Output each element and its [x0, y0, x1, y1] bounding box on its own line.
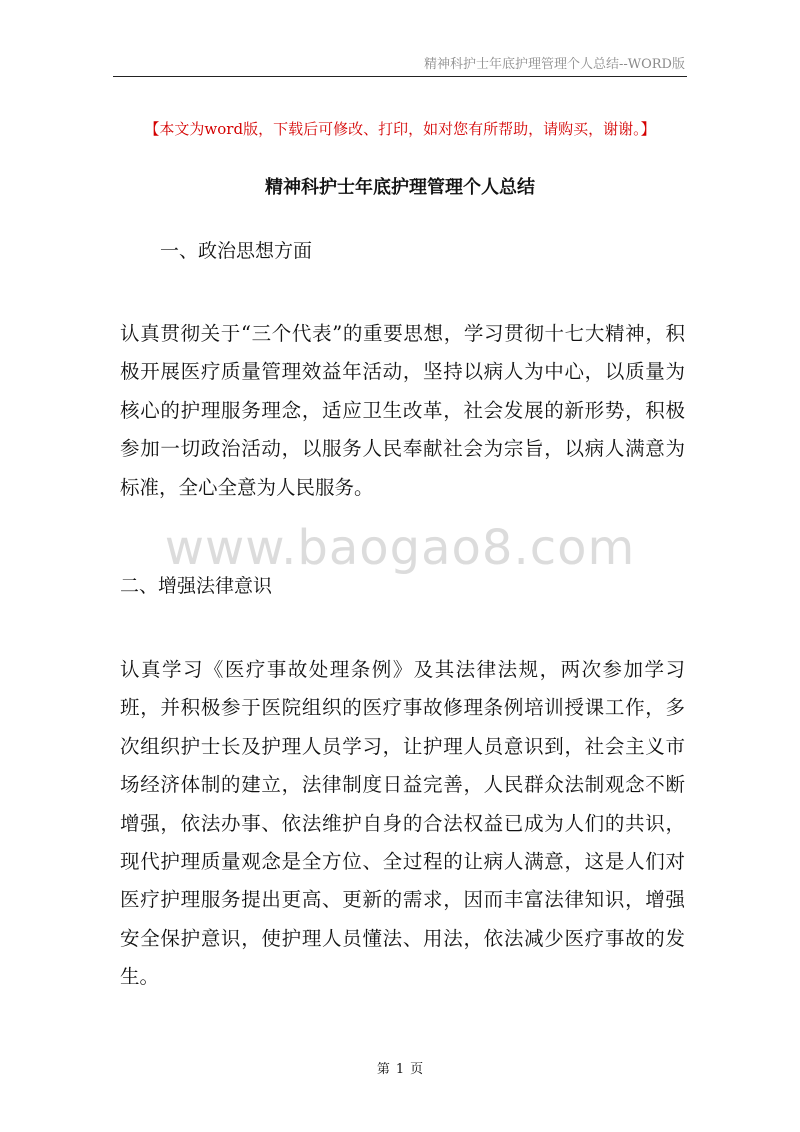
section-body-law: 认真学习《医疗事故处理条例》及其法律法规，两次参加学习班，并积极参于医院组织的医疗事故修理条例培训授课工作，多次组织护士长及护理人员学习，让护理人员意识到，社会主义市场经济体制的建立，法律制度日益完善，人民群众法制观念不断增强，依法办事、依法维护自身的合法权益已成为人们的共识，现代护理质量观念是全方位、全过程的让病人满意，这是人们对医疗护理服务提出更高、更新的需求，因而丰富法律知识，增强安全保护意识，使护理人员懂法、用法，依法减少医疗事故的发生。 — [120, 658, 685, 989]
download-notice: 【本文为word版，下载后可修改、打印，如对您有所帮助，请购买，谢谢。】 — [144, 120, 656, 138]
page-suffix: 页 — [410, 1062, 424, 1077]
page-prefix: 第 — [376, 1062, 390, 1077]
page-footer — [0, 1058, 800, 1077]
watermark: www.baogao8.com — [164, 520, 636, 576]
document-title: 精神科护士年底护理管理个人总结 — [265, 177, 535, 198]
section-heading-politics: 一、政治思想方面 — [160, 240, 313, 262]
page-number: 1 — [395, 1062, 405, 1077]
header-divider — [113, 76, 687, 77]
section-heading-law: 二、增强法律意识 — [120, 575, 273, 597]
section-body-politics: 认真贯彻关于“三个代表”的重要思想，学习贯彻十七大精神，积极开展医疗质量管理效益年活动，坚持以病人为中心，以质量为核心的护理服务理念，适应卫生改革，社会发展的新形势，积极参加一切政治活动，以服务人民奉献社会为宗旨，以病人满意为标准，全心全意为人民服务。 — [120, 322, 685, 499]
running-header: 精神科护士年底护理管理个人总结--WORD版 — [423, 57, 685, 72]
